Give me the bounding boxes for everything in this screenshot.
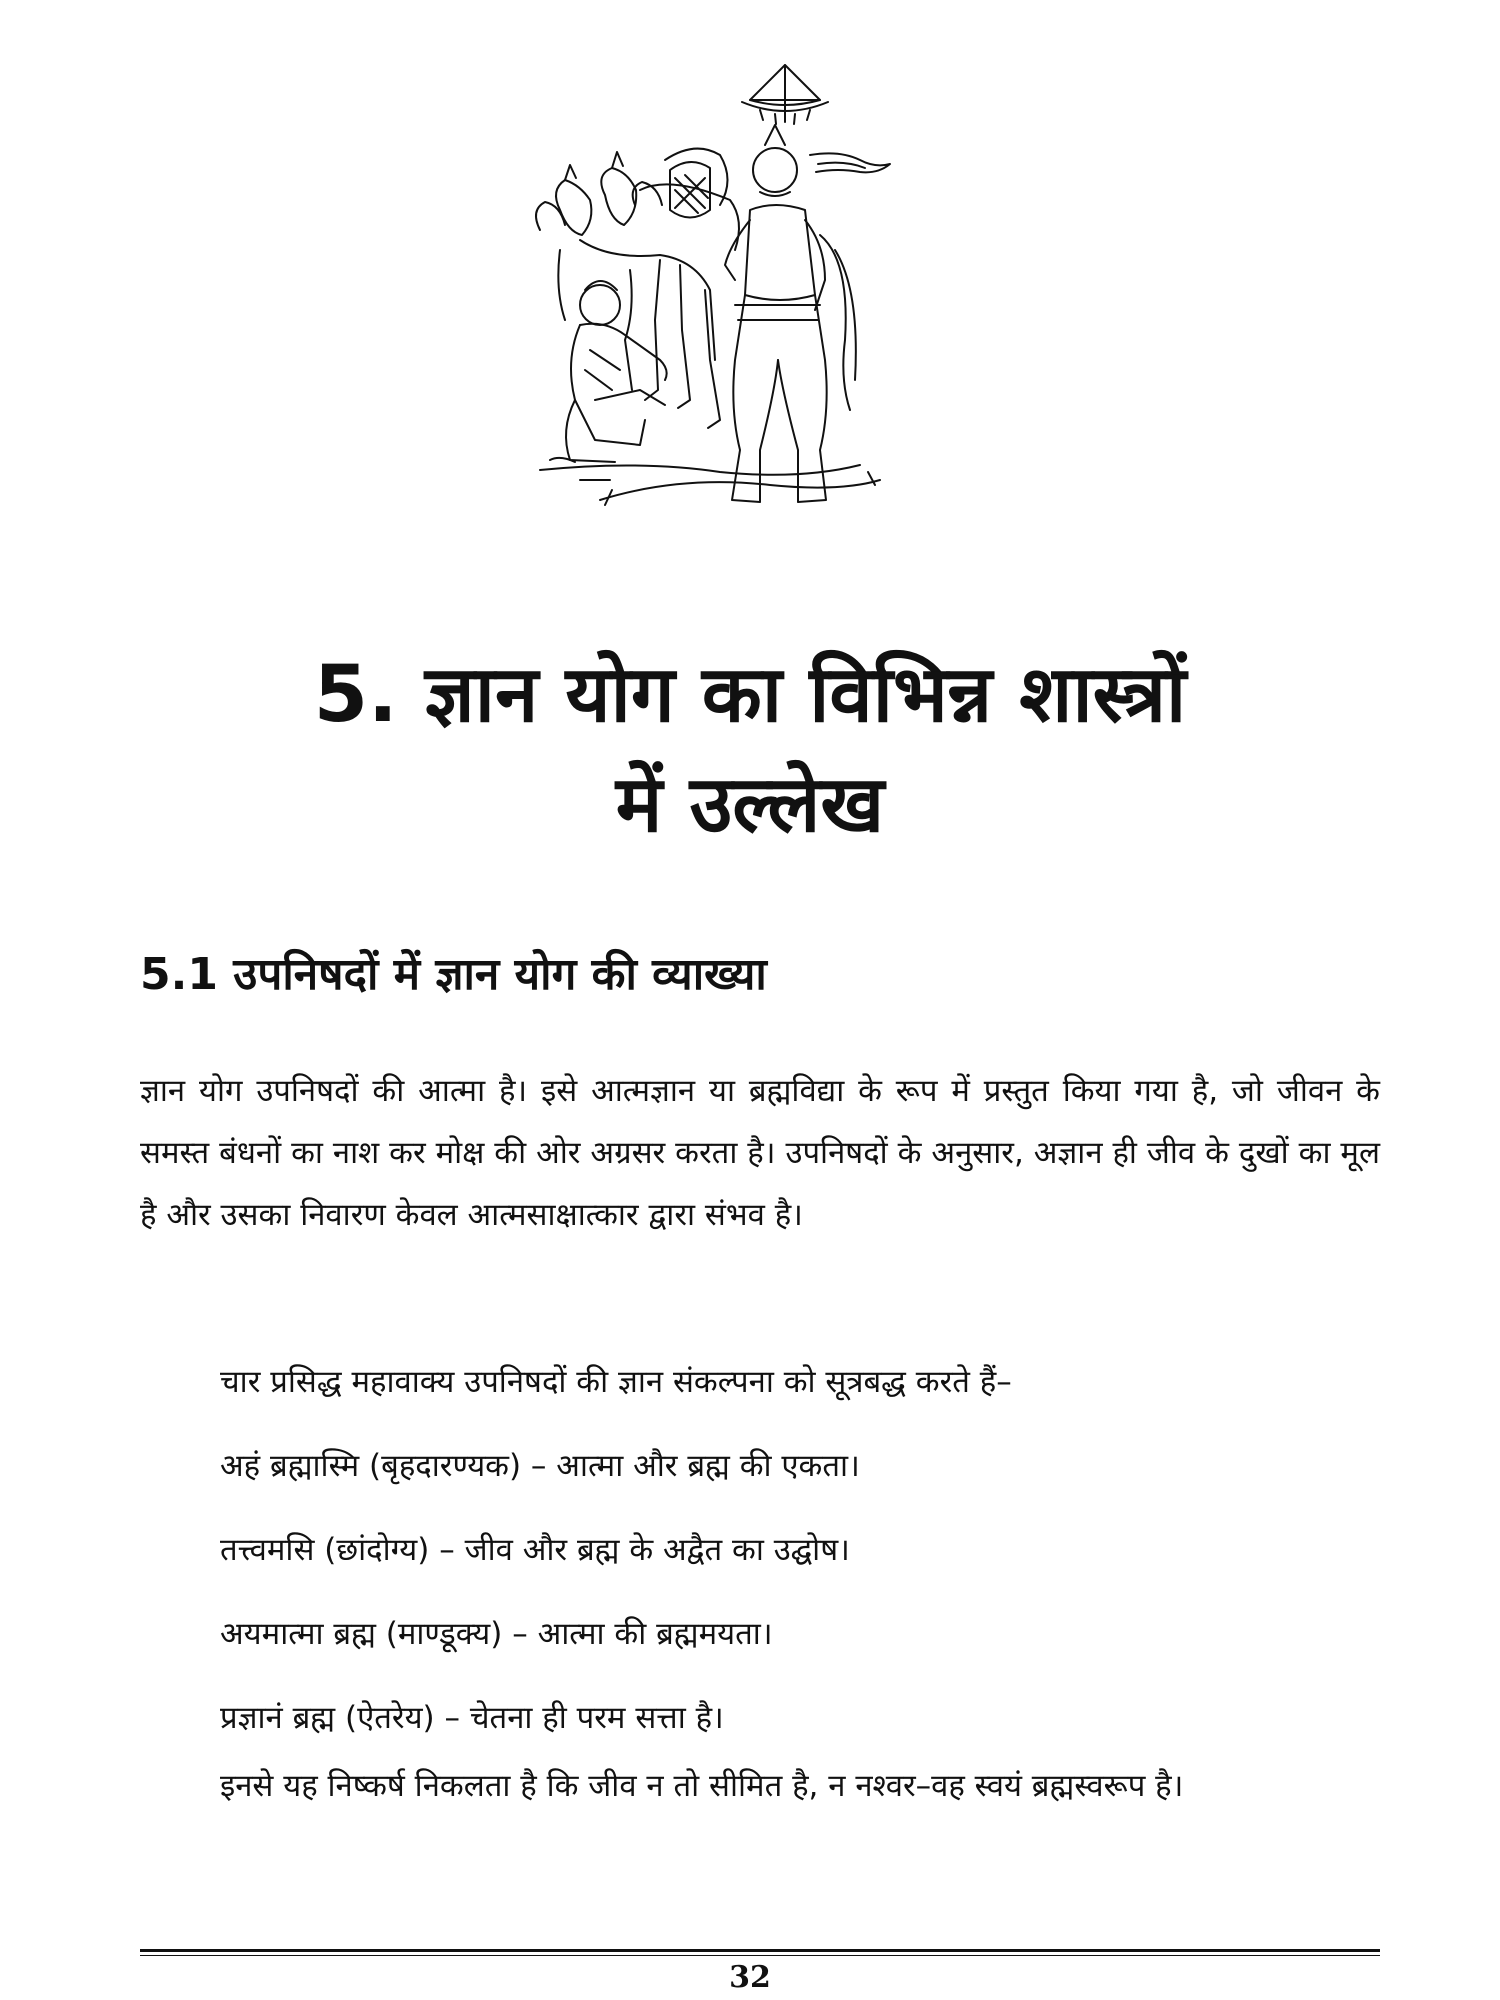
- chapter-title-line1: 5. ज्ञान योग का विभिन्न शास्त्रों: [313, 650, 1187, 740]
- footer-divider: [140, 1949, 1380, 1952]
- page-number: 32: [729, 1960, 771, 1995]
- mahavakya-item: तत्त्वमसि (छांदोग्य) – जीव और ब्रह्म के अद्वैत का उद्घोष।: [220, 1532, 850, 1568]
- chariot-illustration: [520, 60, 970, 600]
- intro-paragraph: ज्ञान योग उपनिषदों की आत्मा है। इसे आत्मज्ञान या ब्रह्मविद्या के रूप में प्रस्तुत किया गया है, जो जीवन के समस्त बंधनों का नाश कर मोक्ष की ओर अग्रसर करता है। उपनिषदों के अनुसार, अज्ञान ही जीव के दुखों का मूल है और उसका निवारण केवल आत्मसाक्षात्कार द्वारा संभव है।: [140, 1073, 1380, 1233]
- conclusion-paragraph: इनसे यह निष्कर्ष निकलता है कि जीव न तो सीमित है, न नश्वर–वह स्वयं ब्रह्मस्वरूप है।: [220, 1768, 1184, 1804]
- mahavakya-item: प्रज्ञानं ब्रह्म (ऐतरेय) – चेतना ही परम सत्ता है।: [220, 1700, 724, 1736]
- chapter-title-line2: में उल्लेख: [615, 760, 885, 850]
- mahavakya-list: [220, 1340, 1380, 1760]
- mahavakya-item: अहं ब्रह्मास्मि (बृहदारण्यक) – आत्मा और ब्रह्म की एकता।: [220, 1448, 860, 1484]
- chapter-title: [0, 640, 1500, 860]
- footer-divider-thin: [140, 1955, 1380, 1956]
- mahavakya-item: अयमात्मा ब्रह्म (माण्डूक्य) – आत्मा की ब्रह्ममयता।: [220, 1616, 773, 1652]
- mahavakya-intro: चार प्रसिद्ध महावाक्य उपनिषदों की ज्ञान संकल्पना को सूत्रबद्ध करते हैं–: [220, 1364, 1012, 1400]
- section-heading: 5.1 उपनिषदों में ज्ञान योग की व्याख्या: [140, 949, 767, 1000]
